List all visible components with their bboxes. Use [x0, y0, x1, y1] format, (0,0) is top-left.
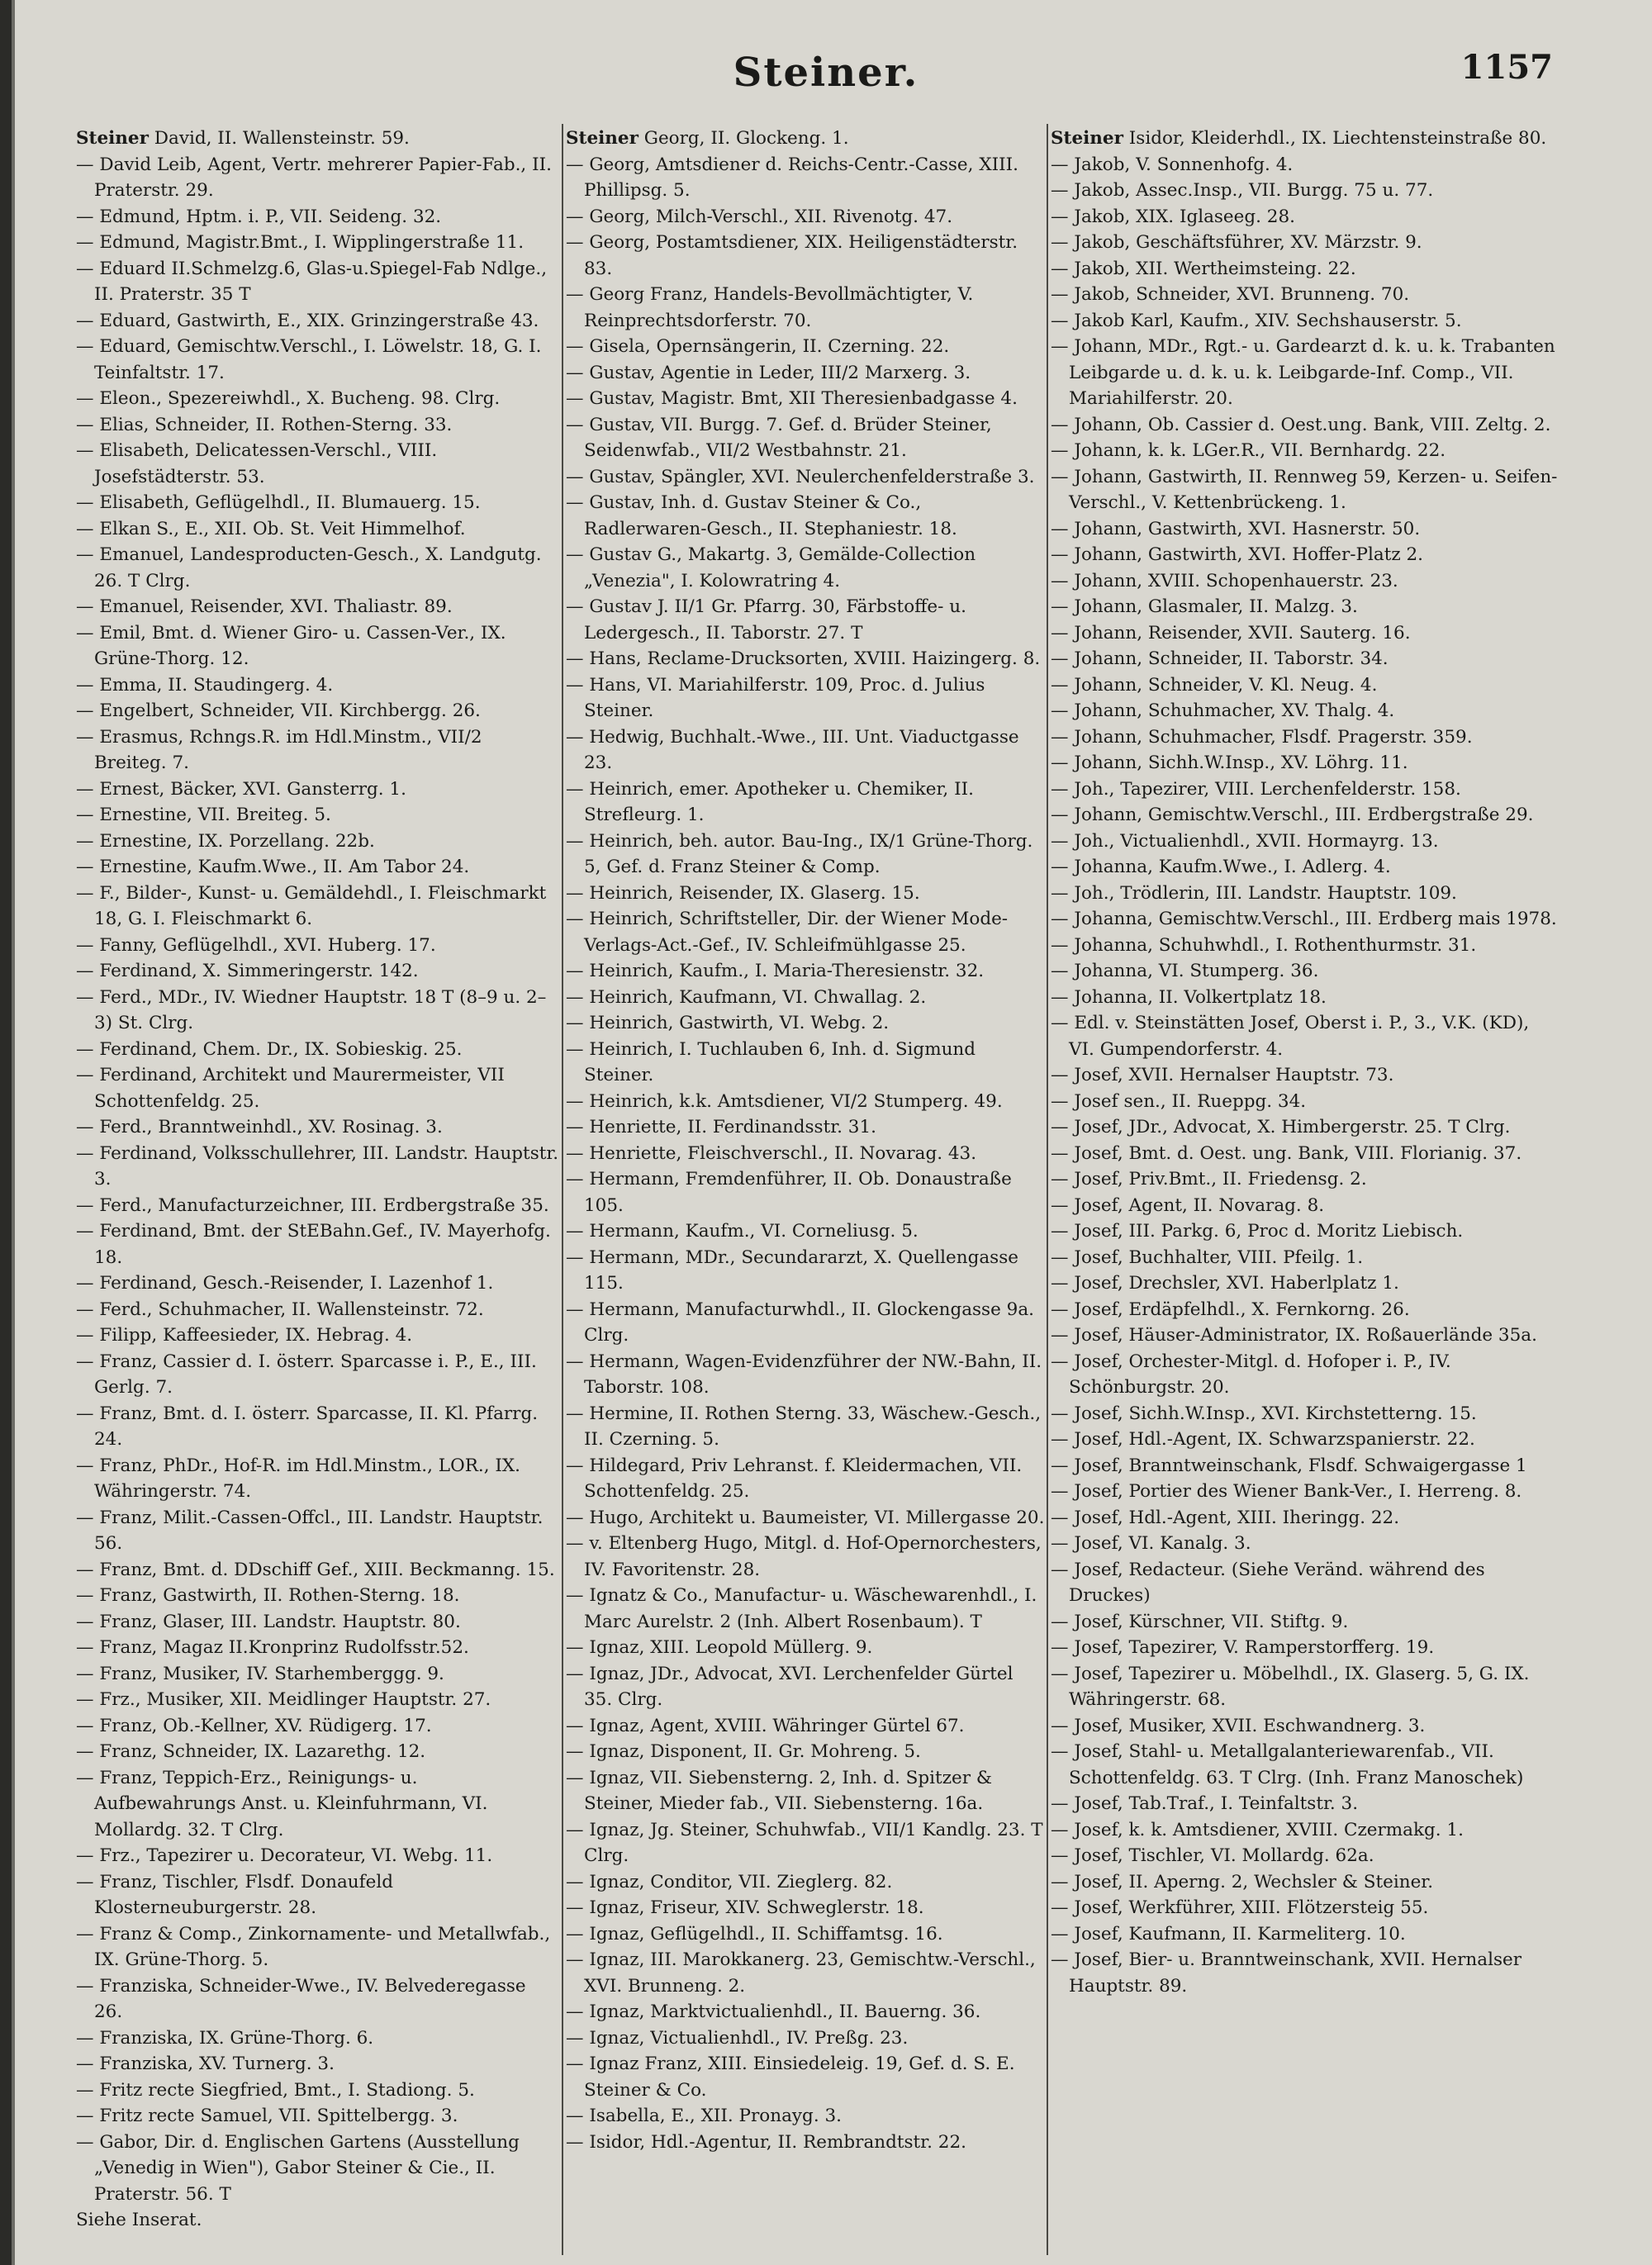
directory-entry: — Josef, Kaufmann, II. Karmeliterg. 10.	[1051, 1923, 1406, 1944]
directory-entry: — Hans, VI. Mariahilferstr. 109, Proc. d. Julius Steiner.	[566, 674, 985, 721]
directory-entry: — Ferdinand, Chem. Dr., IX. Sobieskig. 25.	[76, 1038, 463, 1060]
directory-entry: — Josef, Sichh.W.Insp., XVI. Kirchstetterng. 15.	[1051, 1403, 1477, 1424]
directory-entry: — Joh., Tapezirer, VIII. Lerchenfelderstr. 158.	[1051, 778, 1461, 800]
directory-entry: — Johann, Gastwirth, XVI. Hoffer-Platz 2.	[1051, 544, 1424, 565]
directory-entry: — Gustav, VII. Burgg. 7. Gef. d. Brüder Steiner, Seidenwfab., VII/2 Westbahnstr. 21.	[566, 414, 992, 461]
directory-entry: Steiner Georg, II. Glockeng. 1.	[566, 128, 849, 149]
directory-entry: — Franziska, Schneider-Wwe., IV. Belvederegasse 26.	[76, 1975, 526, 2022]
directory-entry: — Jakob, XII. Wertheimsteing. 22.	[1051, 258, 1356, 279]
directory-entry: — Franziska, IX. Grüne-Thorg. 6.	[76, 2027, 374, 2049]
directory-entry: — Franz, PhDr., Hof-R. im Hdl.Minstm., LOR., IX. Währingerstr. 74.	[76, 1455, 521, 1502]
directory-entry: — Ignaz Franz, XIII. Einsiedeleig. 19, Gef. d. S. E. Steiner & Co.	[566, 2054, 1015, 2101]
directory-entry: — Jakob, Geschäftsführer, XV. Märzstr. 9.	[1051, 232, 1422, 253]
directory-entry: — Henriette, II. Ferdinandsstr. 31.	[566, 1117, 876, 1137]
directory-entry: — Heinrich, emer. Apotheker u. Chemiker, II. Strefleurg. 1.	[566, 778, 974, 825]
directory-entry: — Ignaz, Friseur, XIV. Schweglerstr. 18.	[566, 1897, 924, 1918]
directory-entry: — Hermann, Fremdenführer, II. Ob. Donaustraße 105.	[566, 1169, 1012, 1216]
directory-entry: — Engelbert, Schneider, VII. Kirchbergg. 26.	[76, 700, 481, 721]
directory-entry: — Johanna, VI. Stumperg. 36.	[1051, 961, 1319, 981]
directory-entry: — Ferdinand, Bmt. der StEBahn.Gef., IV. Mayerhofg. 18.	[76, 1221, 551, 1268]
directory-entry: Siehe Inserat.	[76, 2210, 202, 2230]
directory-entry: — Johann, Sichh.W.Insp., XV. Löhrg. 11.	[1051, 753, 1408, 773]
directory-entry: — Ignaz, XIII. Leopold Müllerg. 9.	[566, 1637, 873, 1658]
directory-entry: — Eduard II.Schmelzg.6, Glas-u.Spiegel-Fab Ndlge., II. Praterstr. 35 T	[76, 258, 548, 305]
directory-entry: — Ignatz & Co., Manufactur- u. Wäschewarenhdl., I. Marc Aurelstr. 2 (Inh. Albert Rosenbaum). T	[566, 1585, 1037, 1632]
directory-entry: — Filipp, Kaffeesieder, IX. Hebrag. 4.	[76, 1325, 413, 1346]
directory-entry: — Franz & Comp., Zinkornamente- und Metallwfab., IX. Grüne-Thorg. 5.	[76, 1923, 551, 1970]
directory-entry: — Erasmus, Rchngs.R. im Hdl.Minstm., VII/2 Breiteg. 7.	[76, 726, 482, 773]
page-title: Steiner.	[733, 50, 919, 96]
directory-entry: — Josef, Branntweinschank, Flsdf. Schwaigergasse 1	[1051, 1455, 1527, 1476]
directory-entry: — Gustav G., Makartg. 3, Gemälde-Collection „Venezia", I. Kolowratring 4.	[566, 544, 976, 591]
directory-entry: — Heinrich, I. Tuchlauben 6, Inh. d. Sigmund Steiner.	[566, 1038, 976, 1085]
directory-entry: — Johanna, Schuhwhdl., I. Rothenthurmstr. 31.	[1051, 934, 1477, 956]
directory-entry: — Heinrich, k.k. Amtsdiener, VI/2 Stumperg. 49.	[566, 1090, 1003, 1112]
directory-entry: — Josef, Tischler, VI. Mollardg. 62a.	[1051, 1845, 1374, 1866]
directory-entry: — Jakob, Schneider, XVI. Brunneng. 70.	[1051, 284, 1410, 305]
directory-entry: — Hildegard, Priv Lehranst. f. Kleidermachen, VII. Schottenfeldg. 25.	[566, 1455, 1023, 1502]
directory-entry: — Johanna, Gemischtw.Verschl., III. Erdberg mais 1978.	[1051, 909, 1557, 929]
directory-entry: — Franz, Milit.-Cassen-Offcl., III. Landstr. Hauptstr. 56.	[76, 1507, 544, 1554]
directory-entry: — Ferdinand, Volksschullehrer, III. Landstr. Hauptstr. 3.	[76, 1142, 559, 1189]
directory-entry: — Fritz recte Siegfried, Bmt., I. Stadiong. 5.	[76, 2079, 475, 2101]
page-number: 1157	[1460, 48, 1553, 87]
directory-entry: — Emil, Bmt. d. Wiener Giro- u. Cassen-Ver., IX. Grüne-Thorg. 12.	[76, 622, 506, 669]
surname-heading: Steiner	[1051, 128, 1123, 149]
directory-entry: — Franz, Ob.-Kellner, XV. Rüdigerg. 17.	[76, 1715, 432, 1736]
directory-entry: — Elisabeth, Delicatessen-Verschl., VIII. Josefstädterstr. 53.	[76, 440, 438, 487]
directory-entry: — Gustav, Spängler, XVI. Neulerchenfelderstraße 3.	[566, 466, 1035, 487]
directory-entry: — Josef, Agent, II. Novarag. 8.	[1051, 1194, 1325, 1216]
directory-entry: — Josef, Orchester-Mitgl. d. Hofoper i. P., IV. Schönburgstr. 20.	[1051, 1351, 1451, 1398]
directory-entry: — Franz, Gastwirth, II. Rothen-Sterng. 18.	[76, 1585, 460, 1606]
directory-entry: — Edmund, Hptm. i. P., VII. Seideng. 32.	[76, 206, 442, 227]
directory-entry: — Josef, Stahl- u. Metallgalanteriewarenfab., VII. Schottenfeldg. 63. T Clrg. (Inh. Franz Manoschek)	[1051, 1741, 1524, 1788]
directory-entry: — Josef, Tapezirer u. Möbelhdl., IX. Glaserg. 5, G. IX. Währingerstr. 68.	[1051, 1663, 1530, 1710]
directory-entry: — Franz, Bmt. d. I. österr. Sparcasse, II. Kl. Pfarrg. 24.	[76, 1403, 539, 1450]
directory-entry: — Franz, Teppich-Erz., Reinigungs- u. Aufbewahrungs Anst. u. Kleinfuhrmann, VI. Mollardg. 32. T Clrg.	[76, 1767, 488, 1840]
directory-entry: — Josef, Buchhalter, VIII. Pfeilg. 1.	[1051, 1246, 1364, 1268]
directory-entry: — Josef, Priv.Bmt., II. Friedensg. 2.	[1051, 1169, 1367, 1189]
directory-entry: — Josef, Redacteur. (Siehe Veränd. während des Druckes)	[1051, 1559, 1485, 1606]
directory-entry: — Henriette, Fleischverschl., II. Novarag. 43.	[566, 1142, 977, 1164]
directory-entry: — Hans, Reclame-Drucksorten, XVIII. Haizingerg. 8.	[566, 648, 1041, 669]
directory-entry: — Josef, Hdl.-Agent, IX. Schwarzspanierstr. 22.	[1051, 1429, 1475, 1450]
directory-entry: — Heinrich, Gastwirth, VI. Webg. 2.	[566, 1013, 890, 1033]
directory-entry: — Franz, Schneider, IX. Lazarethg. 12.	[76, 1741, 426, 1762]
directory-entry: — Heinrich, beh. autor. Bau-Ing., IX/1 Grüne-Thorg. 5, Gef. d. Franz Steiner & Comp.	[566, 830, 1033, 877]
directory-entry: — Josef, JDr., Advocat, X. Himbergerstr. 25. T Clrg.	[1051, 1117, 1511, 1137]
directory-entry: — Frz., Musiker, XII. Meidlinger Hauptstr. 27.	[76, 1689, 491, 1710]
directory-entry: — Georg Franz, Handels-Bevollmächtigter, V. Reinprechtsdorferstr. 70.	[566, 284, 974, 331]
directory-entry: — Ignaz, Geflügelhdl., II. Schiffamtsg. 16.	[566, 1923, 943, 1944]
directory-entry: — Josef, Tab.Traf., I. Teinfaltstr. 3.	[1051, 1793, 1359, 1814]
directory-entry: — Gustav, Magistr. Bmt, XII Theresienbadgasse 4.	[566, 388, 1018, 409]
directory-entry: — Josef, Bmt. d. Oest. ung. Bank, VIII. Florianig. 37.	[1051, 1142, 1522, 1164]
directory-entry: — Johann, Reisender, XVII. Sauterg. 16.	[1051, 622, 1411, 643]
directory-entry: Steiner David, II. Wallensteinstr. 59.	[76, 128, 410, 149]
directory-entry: — Georg, Milch-Verschl., XII. Rivenotg. 47.	[566, 206, 953, 227]
directory-entry: — Ignaz, Conditor, VII. Zieglerg. 82.	[566, 1871, 893, 1892]
directory-entry: — Ferdinand, Architekt und Maurermeister, VII Schottenfeldg. 25.	[76, 1065, 505, 1112]
directory-entry: — Ignaz, Jg. Steiner, Schuhwfab., VII/1 Kandlg. 23. T Clrg.	[566, 1819, 1043, 1866]
directory-column-3	[1051, 126, 1559, 2257]
directory-entry: — Ignaz, Victualienhdl., IV. Preßg. 23.	[566, 2027, 909, 2049]
directory-entry: — Ignaz, Marktvictualienhdl., II. Bauerng. 36.	[566, 2001, 981, 2022]
directory-entry: — Ignaz, Agent, XVIII. Währinger Gürtel 67.	[566, 1715, 965, 1736]
directory-entry: — Josef, Kürschner, VII. Stiftg. 9.	[1051, 1611, 1349, 1632]
directory-entry: — Joh., Victualienhdl., XVII. Hormayrg. 13.	[1051, 830, 1439, 852]
directory-entry: — Ernest, Bäcker, XVI. Gansterrg. 1.	[76, 778, 406, 800]
directory-entry: — Johanna, Kaufm.Wwe., I. Adlerg. 4.	[1051, 857, 1391, 877]
directory-entry: — Ferd., Branntweinhdl., XV. Rosinag. 3.	[76, 1117, 443, 1137]
directory-entry: — Josef, k. k. Amtsdiener, XVIII. Czermakg. 1.	[1051, 1819, 1464, 1840]
directory-entry: — Josef, Erdäpfelhdl., X. Fernkorng. 26.	[1051, 1299, 1410, 1320]
directory-entry: — Hermann, Wagen-Evidenzführer der NW.-Bahn, II. Taborstr. 108.	[566, 1351, 1042, 1398]
directory-entry: — Edl. v. Steinstätten Josef, Oberst i. P., 3., V.K. (KD), VI. Gumpendorferstr. 4.	[1051, 1013, 1530, 1060]
directory-entry: — Franz, Bmt. d. DDschiff Gef., XIII. Beckmanng. 15.	[76, 1559, 555, 1580]
directory-entry: — Gustav J. II/1 Gr. Pfarrg. 30, Färbstoffe- u. Ledergesch., II. Taborstr. 27. T	[566, 596, 966, 643]
directory-entry: — Jakob Karl, Kaufm., XIV. Sechshauserstr. 5.	[1051, 310, 1462, 331]
directory-entry: — Johann, Schuhmacher, XV. Thalg. 4.	[1051, 700, 1395, 721]
directory-entry: — Hedwig, Buchhalt.-Wwe., III. Unt. Viaductgasse 23.	[566, 726, 1019, 773]
directory-entry: — Emanuel, Reisender, XVI. Thaliastr. 89.	[76, 596, 453, 617]
directory-entry: — Franz, Magaz II.Kronprinz Rudolfsstr.52.	[76, 1637, 469, 1658]
directory-entry: — Edmund, Magistr.Bmt., I. Wipplingerstraße 11.	[76, 232, 525, 253]
directory-entry: — Hermann, Manufacturwhdl., II. Glockengasse 9a. Clrg.	[566, 1299, 1034, 1346]
directory-entry: — Elkan S., E., XII. Ob. St. Veit Himmelhof.	[76, 518, 466, 539]
directory-entry: — Franziska, XV. Turnerg. 3.	[76, 2054, 335, 2074]
directory-entry: — Franz, Glaser, III. Landstr. Hauptstr. 80.	[76, 1611, 461, 1632]
directory-entry: — Josef sen., II. Rueppg. 34.	[1051, 1090, 1307, 1112]
directory-column-1	[76, 126, 559, 2257]
directory-entry: — F., Bilder-, Kunst- u. Gemäldehdl., I. Fleischmarkt 18, G. I. Fleischmarkt 6.	[76, 882, 547, 929]
directory-entry: — Josef, Bier- u. Branntweinschank, XVII. Hernalser Hauptstr. 89.	[1051, 1949, 1521, 1997]
directory-entry: — Frz., Tapezirer u. Decorateur, VI. Webg. 11.	[76, 1845, 493, 1866]
directory-entry: — Ferd., Schuhmacher, II. Wallensteinstr. 72.	[76, 1299, 484, 1320]
directory-entry: — Franz, Musiker, IV. Starhemberggg. 9.	[76, 1663, 444, 1684]
page-edge	[0, 0, 12, 2265]
directory-entry: — Josef, VI. Kanalg. 3.	[1051, 1533, 1251, 1554]
directory-entry: — Isabella, E., XII. Pronayg. 3.	[566, 2106, 843, 2126]
directory-entry: — David Leib, Agent, Vertr. mehrerer Papier-Fab., II. Praterstr. 29.	[76, 154, 552, 201]
directory-entry: — Hermann, Kaufm., VI. Corneliusg. 5.	[566, 1221, 919, 1242]
directory-entry: — Franz, Tischler, Flsdf. Donaufeld Klosterneuburgerstr. 28.	[76, 1871, 393, 1918]
surname-heading: Steiner	[76, 128, 149, 149]
directory-entry: — Johann, Gastwirth, II. Rennweg 59, Kerzen- u. Seifen-Verschl., V. Kettenbrückeng. 1.	[1051, 466, 1558, 513]
directory-entry: — Gustav, Agentie in Leder, III/2 Marxerg. 3.	[566, 362, 971, 383]
directory-entry: — Gabor, Dir. d. Englischen Gartens (Ausstellung „Venedig in Wien"), Gabor Steiner & Cie., II. Praterstr. 56. T	[76, 2131, 520, 2205]
directory-entry: — Johann, Gastwirth, XVI. Hasnerstr. 50.	[1051, 518, 1421, 539]
directory-entry: — Isidor, Hdl.-Agentur, II. Rembrandtstr. 22.	[566, 2131, 966, 2153]
directory-entry: — Ferd., Manufacturzeichner, III. Erdbergstraße 35.	[76, 1194, 549, 1216]
directory-entry: — Ernestine, VII. Breiteg. 5.	[76, 805, 331, 825]
directory-entry: — Eduard, Gemischtw.Verschl., I. Löwelstr. 18, G. I. Teinfaltstr. 17.	[76, 336, 542, 383]
directory-entry: — Johann, Ob. Cassier d. Oest.ung. Bank, VIII. Zeltg. 2.	[1051, 414, 1551, 435]
directory-entry: — Ferd., MDr., IV. Wiedner Hauptstr. 18 T (8–9 u. 2–3) St. Clrg.	[76, 986, 547, 1033]
directory-entry: — Josef, Häuser-Administrator, IX. Roßauerlände 35a.	[1051, 1325, 1537, 1346]
directory-entry: — Josef, Tapezirer, V. Ramperstorfferg. 19.	[1051, 1637, 1435, 1658]
directory-entry: — Jakob, Assec.Insp., VII. Burgg. 75 u. 77.	[1051, 180, 1434, 201]
directory-entry: — Johann, Glasmaler, II. Malzg. 3.	[1051, 596, 1358, 617]
directory-entry: — Gisela, Opernsängerin, II. Czerning. 22.	[566, 336, 950, 357]
directory-entry: — Johann, XVIII. Schopenhauerstr. 23.	[1051, 570, 1398, 591]
directory-entry: — Ignaz, Disponent, II. Gr. Mohreng. 5.	[566, 1741, 921, 1762]
directory-entry: — Josef, III. Parkg. 6, Proc d. Moritz Liebisch.	[1051, 1221, 1464, 1242]
directory-entry: — Josef, Hdl.-Agent, XIII. Iheringg. 22.	[1051, 1507, 1400, 1528]
directory-entry: — Jakob, XIX. Iglaseeg. 28.	[1051, 206, 1296, 227]
directory-entry: — Heinrich, Schriftsteller, Dir. der Wiener Mode-Verlags-Act.-Gef., IV. Schleifmühlgasse 25.	[566, 909, 1009, 956]
directory-entry: — Heinrich, Reisender, IX. Glaserg. 15.	[566, 882, 920, 904]
margin-rule	[12, 0, 15, 2265]
directory-entry: — Ferdinand, Gesch.-Reisender, I. Lazenhof 1.	[76, 1273, 494, 1294]
directory-entry: Steiner Isidor, Kleiderhdl., IX. Liechtensteinstraße 80.	[1051, 128, 1547, 149]
directory-entry: — Franz, Cassier d. I. österr. Sparcasse i. P., E., III. Gerlg. 7.	[76, 1351, 537, 1398]
directory-entry: — Ernestine, Kaufm.Wwe., II. Am Tabor 24.	[76, 857, 470, 877]
directory-entry: — Johann, Schneider, II. Taborstr. 34.	[1051, 648, 1389, 669]
directory-entry: — Josef, Werkführer, XIII. Flötzersteig 55.	[1051, 1897, 1429, 1918]
directory-entry: — Eduard, Gastwirth, E., XIX. Grinzingerstraße 43.	[76, 310, 539, 331]
directory-entry: — Heinrich, Kaufm., I. Maria-Theresienstr. 32.	[566, 961, 985, 981]
directory-entry: — Fanny, Geflügelhdl., XVI. Huberg. 17.	[76, 934, 436, 956]
directory-entry: — Joh., Trödlerin, III. Landstr. Hauptstr. 109.	[1051, 882, 1457, 904]
directory-entry: — Elias, Schneider, II. Rothen-Sterng. 33.	[76, 414, 453, 435]
directory-entry: — Ferdinand, X. Simmeringerstr. 142.	[76, 961, 419, 981]
directory-entry: — Heinrich, Kaufmann, VI. Chwallag. 2.	[566, 986, 927, 1008]
directory-entry: — Josef, Drechsler, XVI. Haberlplatz 1.	[1051, 1273, 1399, 1294]
directory-entry: — Ignaz, JDr., Advocat, XVI. Lerchenfelder Gürtel 35. Clrg.	[566, 1663, 1014, 1710]
directory-entry: — Josef, Musiker, XVII. Eschwandnerg. 3.	[1051, 1715, 1426, 1736]
column-divider	[562, 124, 563, 2255]
directory-entry: — Fritz recte Samuel, VII. Spittelbergg. 3.	[76, 2106, 458, 2126]
column-divider	[1047, 124, 1048, 2255]
surname-heading: Steiner	[566, 128, 638, 149]
directory-entry: — Johann, Gemischtw.Verschl., III. Erdbergstraße 29.	[1051, 805, 1534, 825]
directory-entry: — Eleon., Spezereiwhdl., X. Bucheng. 98. Clrg.	[76, 388, 501, 409]
directory-entry: — Johann, MDr., Rgt.- u. Gardearzt d. k. u. k. Trabanten Leibgarde u. d. k. u. k. Leibgarde-Inf. Comp., VII. Mariahilferstr. 20.	[1051, 336, 1555, 409]
directory-entry: — Josef, II. Aperng. 2, Wechsler & Steiner.	[1051, 1871, 1434, 1892]
directory-entry: — Georg, Postamtsdiener, XIX. Heiligenstädterstr. 83.	[566, 232, 1018, 279]
directory-entry: — Johann, k. k. LGer.R., VII. Bernhardg. 22.	[1051, 440, 1446, 461]
directory-entry: — Josef, Portier des Wiener Bank-Ver., I. Herreng. 8.	[1051, 1481, 1522, 1502]
directory-entry: — Johanna, II. Volkertplatz 18.	[1051, 986, 1327, 1008]
directory-entry: — Emma, II. Staudingerg. 4.	[76, 674, 334, 696]
directory-entry: — Hermine, II. Rothen Sterng. 33, Wäschew.-Gesch., II. Czerning. 5.	[566, 1403, 1042, 1450]
directory-entry: — Georg, Amtsdiener d. Reichs-Centr.-Casse, XIII. Phillipsg. 5.	[566, 154, 1018, 201]
directory-entry: — Ernestine, IX. Porzellang. 22b.	[76, 830, 375, 852]
directory-entry: — Elisabeth, Geflügelhdl., II. Blumauerg. 15.	[76, 492, 481, 513]
directory-entry: — Josef, XVII. Hernalser Hauptstr. 73.	[1051, 1065, 1394, 1085]
directory-entry: — Ignaz, III. Marokkanerg. 23, Gemischtw.-Verschl., XVI. Brunneng. 2.	[566, 1949, 1036, 1997]
directory-entry: — Ignaz, VII. Siebensterng. 2, Inh. d. Spitzer & Steiner, Mieder fab., VII. Siebensterng. 16a.	[566, 1767, 992, 1814]
directory-entry: — Hugo, Architekt u. Baumeister, VI. Millergasse 20.	[566, 1507, 1045, 1528]
directory-entry: — Gustav, Inh. d. Gustav Steiner & Co., Radlerwaren-Gesch., II. Stephaniestr. 18.	[566, 492, 957, 539]
directory-entry: — Jakob, V. Sonnenhofg. 4.	[1051, 154, 1294, 175]
directory-entry: — Johann, Schuhmacher, Flsdf. Pragerstr. 359.	[1051, 726, 1473, 748]
directory-entry: — Emanuel, Landesproducten-Gesch., X. Landgutg. 26. T Clrg.	[76, 544, 542, 591]
directory-entry: — v. Eltenberg Hugo, Mitgl. d. Hof-Opernorchesters, IV. Favoritenstr. 28.	[566, 1533, 1042, 1580]
directory-entry: — Johann, Schneider, V. Kl. Neug. 4.	[1051, 674, 1378, 696]
directory-column-2	[566, 126, 1045, 2257]
directory-entry: — Hermann, MDr., Secundararzt, X. Quellengasse 115.	[566, 1246, 1018, 1294]
